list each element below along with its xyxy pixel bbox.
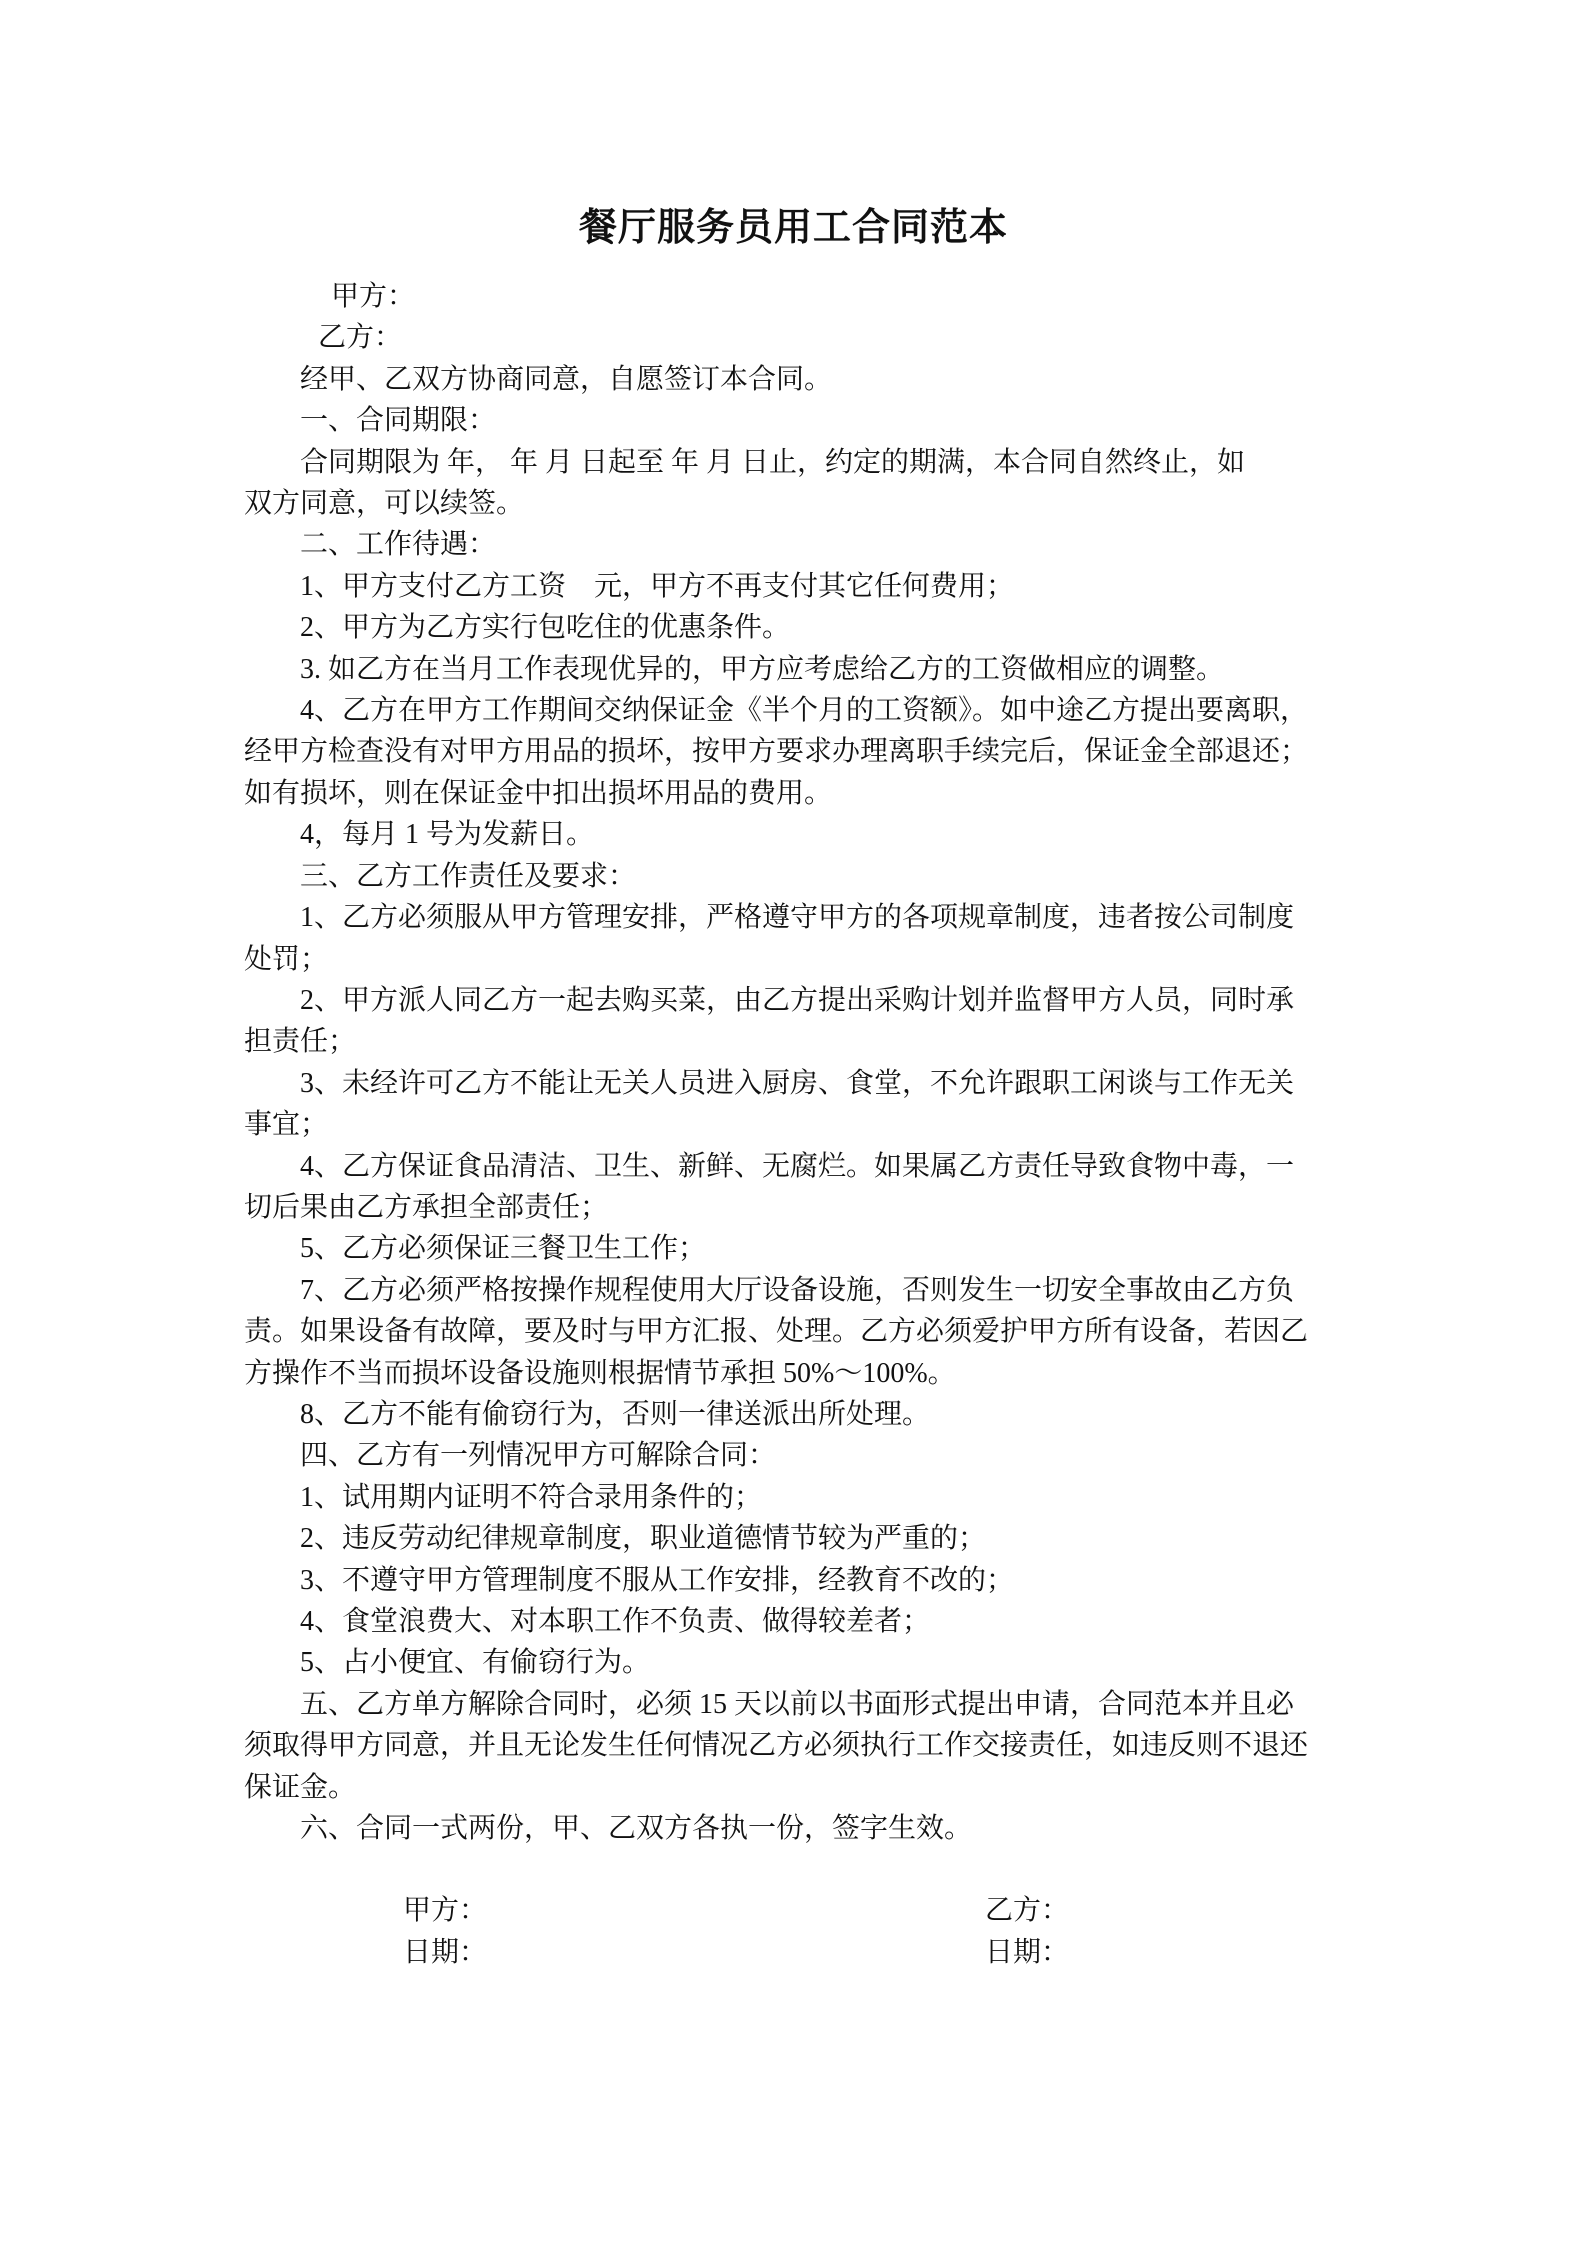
contract-line: 1、甲方支付乙方工资 元，甲方不再支付其它任何费用； bbox=[300, 570, 1015, 602]
contract-line: 5、乙方必须保证三餐卫生工作； bbox=[300, 1233, 707, 1265]
contract-line: 2、甲方派人同乙方一起去购买菜，由乙方提出采购计划并监督甲方人员，同时承 bbox=[300, 984, 1295, 1016]
contract-line: 7、乙方必须严格按操作规程使用大厅设备设施，否则发生一切安全事故由乙方负 bbox=[300, 1274, 1295, 1306]
contract-line: 六、合同一式两份，甲、乙双方各执一份，签字生效。 bbox=[300, 1813, 973, 1845]
contract-line: 责。如果设备有故障，要及时与甲方汇报、处理。乙方必须爱护甲方所有设备，若因乙 bbox=[244, 1316, 1309, 1348]
contract-line: 切后果由乙方承担全部责任； bbox=[244, 1191, 609, 1223]
contract-line: 三、乙方工作责任及要求： bbox=[300, 860, 637, 892]
document-title: 餐厅服务员用工合同范本 bbox=[578, 207, 1008, 249]
contract-line: 4，每月 1 号为发薪日。 bbox=[300, 819, 595, 851]
contract-line: 担责任； bbox=[244, 1026, 357, 1058]
contract-line: 合同期限为 年， 年 月 日起至 年 月 日止，约定的期满，本合同自然终止，如 bbox=[300, 446, 1246, 478]
contract-line: 如有损坏，则在保证金中扣出损坏用品的费用。 bbox=[244, 777, 833, 809]
contract-line: 1、试用期内证明不符合录用条件的； bbox=[300, 1481, 763, 1513]
contract-line: 4、乙方在甲方工作期间交纳保证金《半个月的工资额》。如中途乙方提出要离职， bbox=[300, 695, 1309, 727]
party-a-date-label: 日期： bbox=[403, 1936, 488, 1968]
contract-line: 四、乙方有一列情况甲方可解除合同： bbox=[300, 1440, 777, 1472]
contract-body bbox=[244, 276, 1357, 1849]
party-b-signature-label: 乙方： bbox=[985, 1895, 1070, 1927]
contract-line: 五、乙方单方解除合同时，必须 15 天以前以书面形式提出申请，合同范本并且必 bbox=[300, 1688, 1295, 1720]
signature-block bbox=[244, 1890, 1357, 1973]
contract-line: 方操作不当而损坏设备设施则根据情节承担 50%～100%。 bbox=[244, 1357, 956, 1389]
signature-row-dates bbox=[244, 1932, 1357, 1973]
contract-line: 1、乙方必须服从甲方管理安排，严格遵守甲方的各项规章制度，违者按公司制度 bbox=[300, 902, 1295, 934]
contract-line: 二、工作待遇： bbox=[300, 529, 497, 561]
contract-line: 4、食堂浪费大、对本职工作不负责、做得较差者； bbox=[300, 1606, 931, 1637]
contract-line: 乙方： bbox=[318, 322, 403, 354]
contract-line: 双方同意，可以续签。 bbox=[244, 488, 525, 520]
contract-line: 3、不遵守甲方管理制度不服从工作安排，经教育不改的； bbox=[300, 1564, 1015, 1596]
contract-line: 8、乙方不能有偷窃行为，否则一律送派出所处理。 bbox=[300, 1398, 931, 1430]
contract-line: 一、合同期限： bbox=[300, 405, 497, 437]
contract-line: 须取得甲方同意，并且无论发生任何情况乙方必须执行工作交接责任，如违反则不退还 bbox=[244, 1730, 1309, 1762]
contract-line: 经甲方检查没有对甲方用品的损坏，按甲方要求办理离职手续完后，保证金全部退还； bbox=[244, 736, 1309, 768]
contract-line: 2、甲方为乙方实行包吃住的优惠条件。 bbox=[300, 612, 791, 644]
contract-line: 甲方： bbox=[331, 281, 416, 312]
contract-line: 4、乙方保证食品清洁、卫生、新鲜、无腐烂。如果属乙方责任导致食物中毒，一 bbox=[300, 1150, 1295, 1182]
party-b-date-label: 日期： bbox=[985, 1936, 1070, 1968]
contract-line: 2、违反劳动纪律规章制度，职业道德情节较为严重的； bbox=[300, 1523, 987, 1555]
contract-line: 5、占小便宜、有偷窃行为。 bbox=[300, 1647, 651, 1679]
contract-line: 处罚； bbox=[244, 943, 329, 975]
contract-line: 保证金。 bbox=[244, 1771, 357, 1803]
contract-line: 3. 如乙方在当月工作表现优异的，甲方应考虑给乙方的工资做相应的调整。 bbox=[300, 653, 1225, 685]
contract-line: 3、未经许可乙方不能让无关人员进入厨房、食堂，不允许跟职工闲谈与工作无关 bbox=[300, 1067, 1295, 1099]
party-a-signature-label: 甲方： bbox=[403, 1895, 488, 1927]
contract-line: 经甲、乙双方协商同意，自愿签订本合同。 bbox=[300, 363, 833, 395]
signature-row-parties bbox=[244, 1890, 1357, 1931]
contract-line: 事宜； bbox=[244, 1109, 329, 1141]
